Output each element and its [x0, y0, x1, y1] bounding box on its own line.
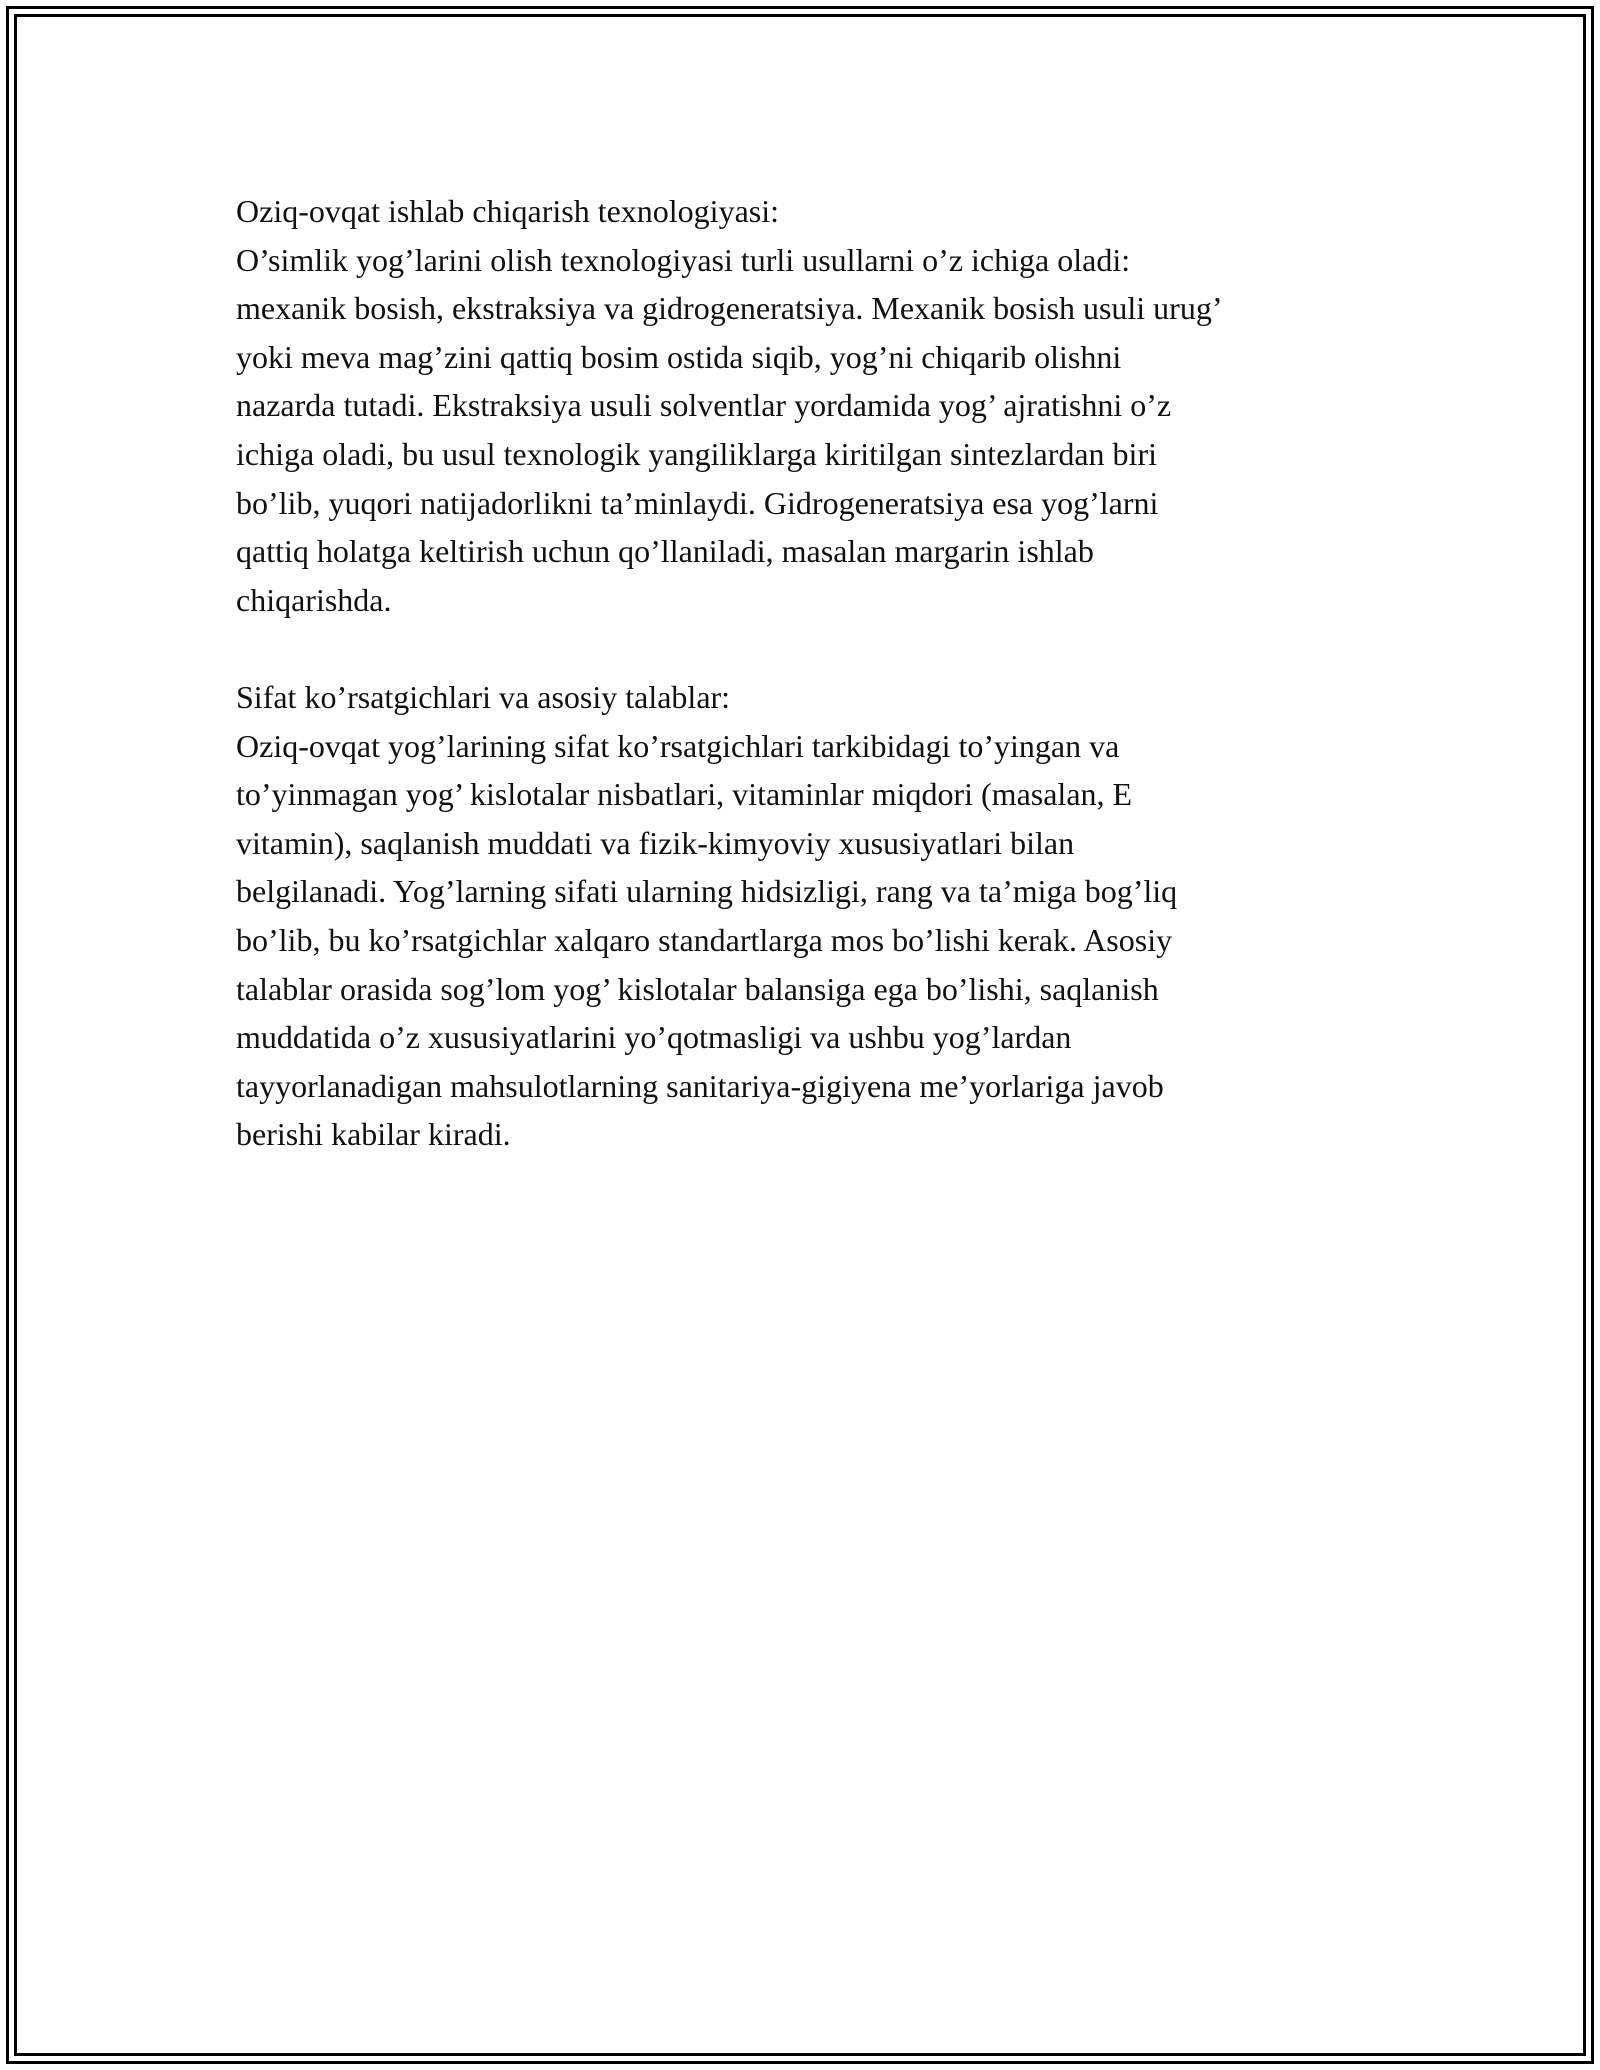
text-line: talablar orasida sog’lom yog’ kislotalar balansiga ega bo’lishi, saqlanish [236, 970, 1159, 1007]
text-line: O’simlik yog’larini olish texnologiyasi turli usullarni o’z ichiga oladi: [236, 241, 1131, 278]
text-line: berishi kabilar kiradi. [236, 1116, 511, 1153]
text-line: bo’lib, bu ko’rsatgichlar xalqaro standartlarga mos bo’lishi kerak. Asosiy [236, 921, 1173, 958]
text-line: ichiga oladi, bu usul texnologik yangiliklarga kiritilgan sintezlardan biri [236, 435, 1157, 472]
section-production-technology [236, 187, 1376, 624]
text-line: nazarda tutadi. Ekstraksiya usuli solventlar yordamida yog’ ajratishni o’z [236, 387, 1172, 424]
text-line: vitamin), saqlanish muddati va fizik-kimyoviy xususiyatlari bilan [236, 824, 1075, 861]
text-line: yoki meva mag’zini qattiq bosim ostida siqib, yog’ni chiqarib olishni [236, 338, 1122, 375]
text-line: Oziq-ovqat yog’larining sifat ko’rsatgichlari tarkibidagi to’yingan va [236, 727, 1120, 764]
text-line: chiqarishda. [236, 581, 392, 618]
text-line: bo’lib, yuqori natijadorlikni ta’minlaydi. Gidrogeneratsiya esa yog’larni [236, 484, 1159, 521]
section-quality-requirements [236, 673, 1376, 1159]
text-line: belgilanadi. Yog’larning sifati ularning hidsizligi, rang va ta’miga bog’liq [236, 873, 1178, 910]
text-line: mexanik bosish, ekstraksiya va gidrogeneratsiya. Mexanik bosish usuli urug’ [236, 290, 1223, 327]
section-heading: Oziq-ovqat ishlab chiqarish texnologiyasi: [236, 193, 779, 229]
document-body [236, 187, 1376, 1159]
text-line: to’yinmagan yog’ kislotalar nisbatlari, vitaminlar miqdori (masalan, E [236, 776, 1133, 813]
text-line: muddatida o’z xususiyatlarini yo’qotmasligi va ushbu yog’lardan [236, 1019, 1072, 1056]
section-heading: Sifat ko’rsatgichlari va asosiy talablar: [236, 678, 731, 715]
text-line: tayyorlanadigan mahsulotlarning sanitariya-gigiyena me’yorlariga javob [236, 1067, 1164, 1104]
text-line: qattiq holatga keltirish uchun qo’llaniladi, masalan margarin ishlab [236, 533, 1094, 570]
